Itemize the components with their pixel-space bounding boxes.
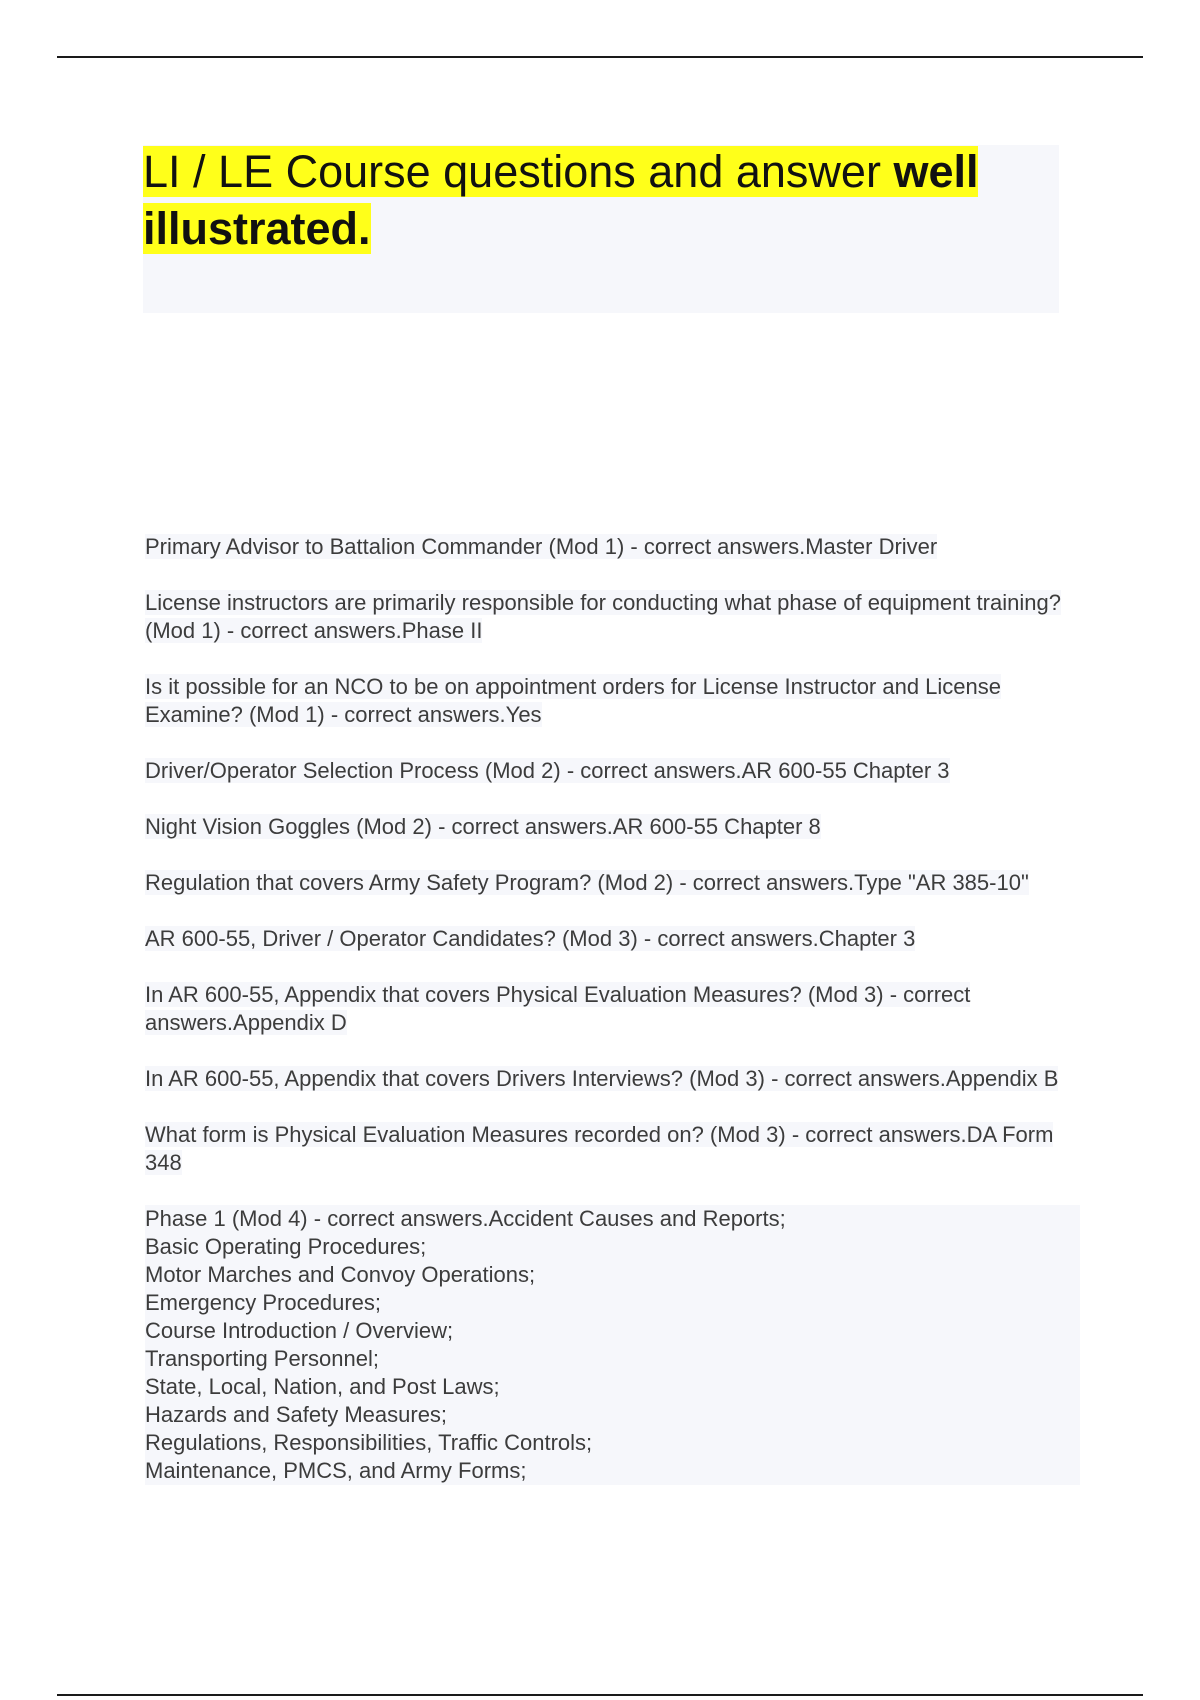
qa-item: Primary Advisor to Battalion Commander (Mod 1) - correct answers.Master Driver <box>145 534 938 559</box>
qa-item: In AR 600-55, Appendix that covers Physical Evaluation Measures? (Mod 3) - correct answers.Appendix D <box>145 982 971 1035</box>
phase-line: Course Introduction / Overview; <box>145 1317 1080 1345</box>
qa-item: AR 600-55, Driver / Operator Candidates? (Mod 3) - correct answers.Chapter 3 <box>145 926 916 951</box>
bottom-rule <box>57 1694 1143 1696</box>
qa-item: Driver/Operator Selection Process (Mod 2) - correct answers.AR 600-55 Chapter 3 <box>145 758 950 783</box>
phase-line: Regulations, Responsibilities, Traffic Controls; <box>145 1429 1080 1457</box>
phase-line: Maintenance, PMCS, and Army Forms; <box>145 1457 1080 1485</box>
phase-line: Basic Operating Procedures; <box>145 1233 1080 1261</box>
phase-line: Emergency Procedures; <box>145 1289 1080 1317</box>
qa-item: In AR 600-55, Appendix that covers Drivers Interviews? (Mod 3) - correct answers.Appendix B <box>145 1066 1059 1091</box>
qa-item: License instructors are primarily responsible for conducting what phase of equipment training? (Mod 1) - correct answers.Phase II <box>145 590 1061 643</box>
qa-item-phase-1 <box>145 1205 1080 1485</box>
qa-list <box>145 533 1080 1513</box>
qa-item: Is it possible for an NCO to be on appointment orders for License Instructor and License Examine? (Mod 1) - correct answers.Yes <box>145 674 1002 727</box>
phase-line: Motor Marches and Convoy Operations; <box>145 1261 1080 1289</box>
phase-line: Transporting Personnel; <box>145 1345 1080 1373</box>
title-regular: LI / LE Course questions and answer <box>143 146 894 197</box>
phase-line: State, Local, Nation, and Post Laws; <box>145 1373 1080 1401</box>
title-bold: well illustrated. <box>143 146 979 254</box>
qa-item: Regulation that covers Army Safety Program? (Mod 2) - correct answers.Type "AR 385-10" <box>145 870 1029 895</box>
qa-item: Night Vision Goggles (Mod 2) - correct answers.AR 600-55 Chapter 8 <box>145 814 821 839</box>
page-title <box>143 143 1063 257</box>
qa-item: What form is Physical Evaluation Measures recorded on? (Mod 3) - correct answers.DA Form 348 <box>145 1122 1054 1175</box>
phase-line: Hazards and Safety Measures; <box>145 1401 1080 1429</box>
top-rule <box>57 56 1143 58</box>
phase-line: Phase 1 (Mod 4) - correct answers.Accident Causes and Reports; <box>145 1205 1080 1233</box>
